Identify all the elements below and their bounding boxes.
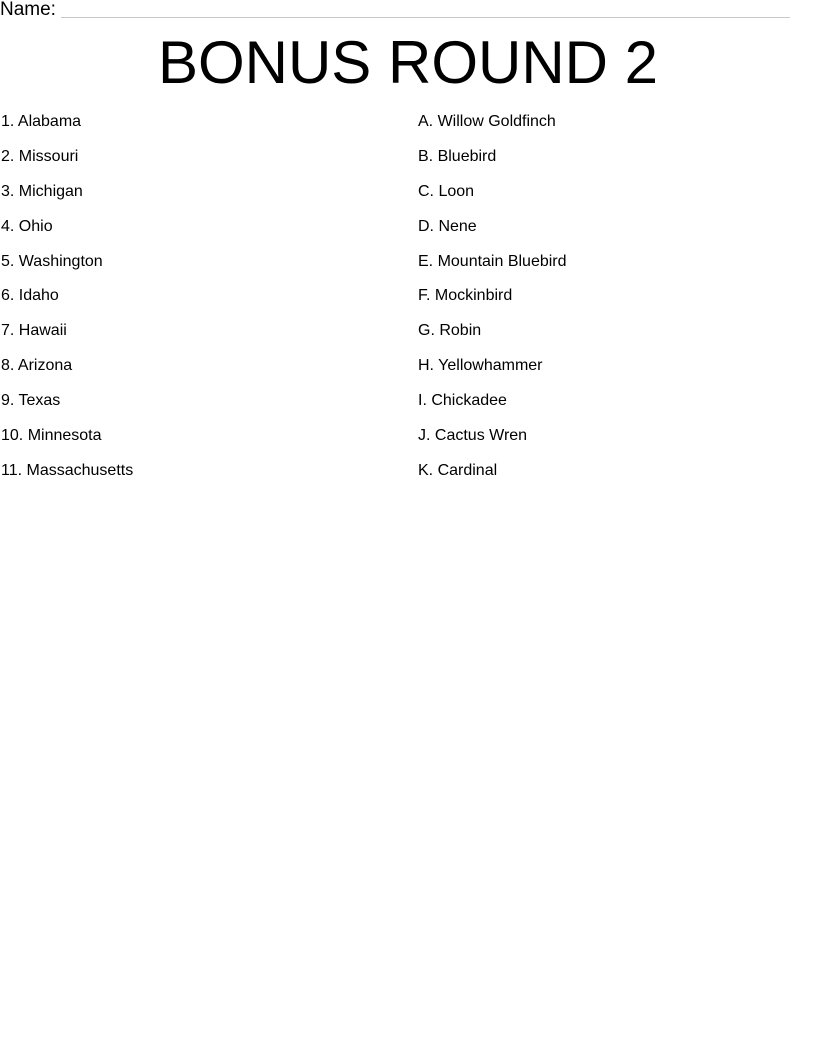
name-blank-line — [61, 17, 790, 18]
question-item: 3. Michigan — [1, 182, 83, 200]
answer-item: H. Yellowhammer — [418, 357, 543, 375]
question-item: 1. Alabama — [1, 113, 82, 130]
answer-item: J. Cactus Wren — [418, 427, 528, 445]
answer-item: E. Mountain Bluebird — [418, 252, 567, 270]
question-item: 7. Hawaii — [1, 322, 67, 340]
answers-list — [418, 112, 808, 496]
answer-item: D. Nene — [418, 217, 477, 235]
answer-item: F. Mockinbird — [418, 287, 513, 305]
question-item: 4. Ohio — [1, 217, 53, 235]
question-item: 6. Idaho — [1, 287, 59, 305]
answer-item: I. Chickadee — [418, 392, 507, 410]
question-item: 9. Texas — [1, 392, 61, 410]
question-item: 8. Arizona — [1, 357, 73, 375]
name-label: Name: — [0, 0, 56, 20]
answer-item: C. Loon — [418, 182, 475, 200]
answer-item: B. Bluebird — [418, 147, 497, 165]
name-row — [0, 0, 790, 20]
question-item: 2. Missouri — [1, 147, 79, 165]
question-item: 10. Minnesota — [1, 427, 102, 445]
question-item: 5. Washington — [1, 252, 103, 270]
answer-item: A. Willow Goldfinch — [418, 113, 556, 130]
questions-list — [1, 112, 401, 496]
answer-item: K. Cardinal — [418, 461, 498, 479]
question-item: 11. Massachusetts — [1, 461, 134, 479]
page-title: BONUS ROUND 2 — [157, 29, 659, 96]
answer-item: G. Robin — [418, 322, 482, 340]
